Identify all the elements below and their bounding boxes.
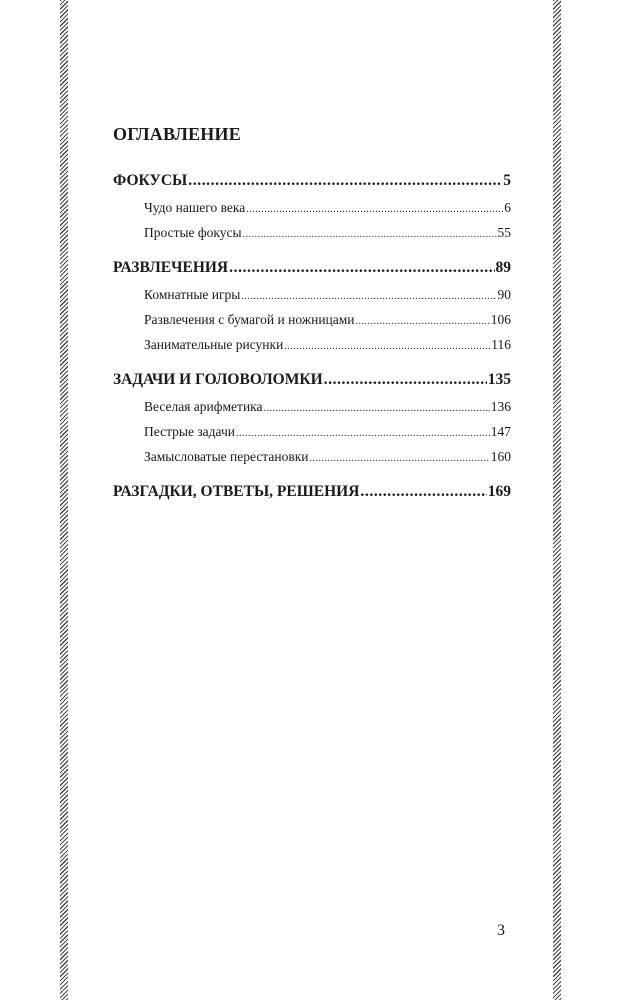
toc-section-tricks[interactable]	[113, 170, 511, 192]
toc-section-entertainment[interactable]	[113, 257, 511, 279]
toc-section-page: 89	[495, 259, 511, 276]
left-decorative-border	[60, 0, 68, 1000]
toc-item[interactable]	[113, 394, 511, 419]
toc-item-title: Веселая арифметика	[144, 399, 263, 414]
toc-item-page: 106	[490, 312, 511, 327]
toc-item-page: 116	[491, 337, 511, 352]
toc-section-page: 135	[487, 371, 511, 388]
toc-item[interactable]	[113, 332, 511, 357]
toc-section-title: ФОКУСЫ	[113, 172, 188, 189]
toc-section-page: 169	[487, 483, 511, 500]
leader-dots	[360, 481, 486, 503]
toc-item-title: Пестрые задачи	[144, 424, 235, 439]
toc-section-puzzles[interactable]	[113, 369, 511, 391]
toc-item[interactable]	[113, 444, 511, 469]
toc-item[interactable]	[113, 419, 511, 444]
leader-dots	[241, 284, 496, 307]
leader-dots	[229, 257, 494, 279]
toc-item-title: Комнатные игры	[144, 287, 241, 302]
leader-dots	[264, 396, 490, 419]
toc-item-title: Чудо нашего века	[144, 200, 246, 215]
leader-dots	[324, 369, 487, 391]
toc-section-title: РАЗВЛЕЧЕНИЯ	[113, 259, 229, 276]
toc-section-page: 5	[503, 172, 511, 189]
toc-item-page: 160	[490, 449, 511, 464]
toc-item-title: Замысловатые перестановки	[144, 449, 309, 464]
toc-item[interactable]	[113, 307, 511, 332]
right-decorative-border	[553, 0, 561, 1000]
leader-dots	[188, 170, 502, 192]
toc-heading: ОГЛАВЛЕНИЕ	[113, 124, 241, 144]
toc-item-page: 90	[497, 287, 511, 302]
toc-item-title: Простые фокусы	[144, 225, 242, 240]
toc-item-title: Развлечения с бумагой и ножницами	[144, 312, 355, 327]
toc-item[interactable]	[113, 220, 511, 245]
leader-dots	[246, 197, 503, 220]
toc-item-page: 6	[504, 200, 511, 215]
toc-item-page: 55	[497, 225, 511, 240]
leader-dots	[236, 421, 490, 444]
toc-section-title: ЗАДАЧИ И ГОЛОВОЛОМКИ	[113, 371, 323, 388]
leader-dots	[356, 309, 490, 332]
toc-item-title: Занимательные рисунки	[144, 337, 284, 352]
toc-item[interactable]	[113, 195, 511, 220]
page-number: 3	[497, 922, 505, 939]
table-of-contents	[113, 170, 511, 503]
leader-dots	[284, 334, 490, 357]
toc-item-page: 147	[490, 424, 511, 439]
leader-dots	[243, 222, 497, 245]
toc-item-page: 136	[490, 399, 511, 414]
leader-dots	[310, 446, 490, 469]
toc-item[interactable]	[113, 282, 511, 307]
toc-section-title: РАЗГАДКИ, ОТВЕТЫ, РЕШЕНИЯ	[113, 483, 360, 500]
toc-section-answers[interactable]	[113, 481, 511, 503]
